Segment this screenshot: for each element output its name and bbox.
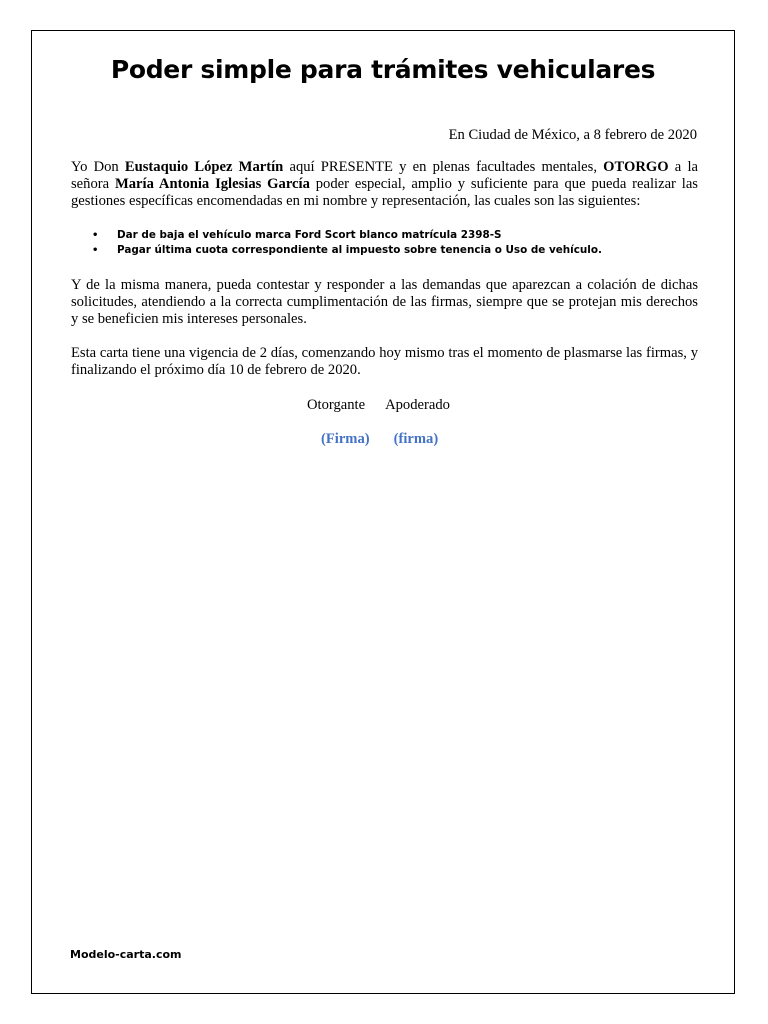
date-line: En Ciudad de México, a 8 febrero de 2020 xyxy=(448,127,697,143)
bullet-icon: • xyxy=(92,230,99,241)
paragraph-demands: Y de la misma manera, pueda contestar y responder a las demandas que aparezcan a colación de dichas solicitudes, atendiendo a la correcta cumplimentación de las firmas, siempre que se protejan mis derechos y se beneficien mis intereses personales. xyxy=(71,277,698,327)
document-title: Poder simple para trámites vehiculares xyxy=(110,55,656,84)
paragraph-text: Yo Don xyxy=(71,159,125,175)
document-page xyxy=(31,30,735,994)
tasks-list xyxy=(92,228,602,258)
list-item-text: Pagar última cuota correspondiente al impuesto sobre tenencia o Uso de vehículo. xyxy=(117,244,602,256)
grantor-label: Otorgante xyxy=(307,397,366,413)
paragraph-text: poder especial, amplio y suficiente para que pueda realizar las gestiones específicas encomendadas en mi nombre y representación, las cuales son las siguientes: xyxy=(71,176,698,209)
bullet-icon: • xyxy=(92,245,99,256)
attorney-signature: (firma) xyxy=(393,431,439,447)
paragraph-text: a la señora xyxy=(71,159,699,192)
paragraph-grant xyxy=(71,159,698,210)
paragraph-text: aquí PRESENTE y en plenas facultades mentales, xyxy=(283,159,604,175)
signature-labels xyxy=(307,397,450,414)
attorney-label: Apoderado xyxy=(385,397,450,413)
otorgo-keyword: OTORGO xyxy=(603,159,669,175)
list-item xyxy=(92,243,602,258)
list-item xyxy=(92,228,602,243)
grantor-name: Eustaquio López Martín xyxy=(124,159,284,175)
list-item-text: Dar de baja el vehículo marca Ford Scort blanco matrícula 2398-S xyxy=(117,229,502,241)
attorney-name: María Antonia Iglesias García xyxy=(114,176,310,192)
signature-placeholders xyxy=(321,431,438,448)
paragraph-validity: Esta carta tiene una vigencia de 2 días, comenzando hoy mismo tras el momento de plasmarse las firmas, y finalizando el próximo día 10 de febrero de 2020. xyxy=(71,345,698,378)
grantor-signature: (Firma) xyxy=(321,431,370,447)
footer-source: Modelo-carta.com xyxy=(70,948,182,961)
